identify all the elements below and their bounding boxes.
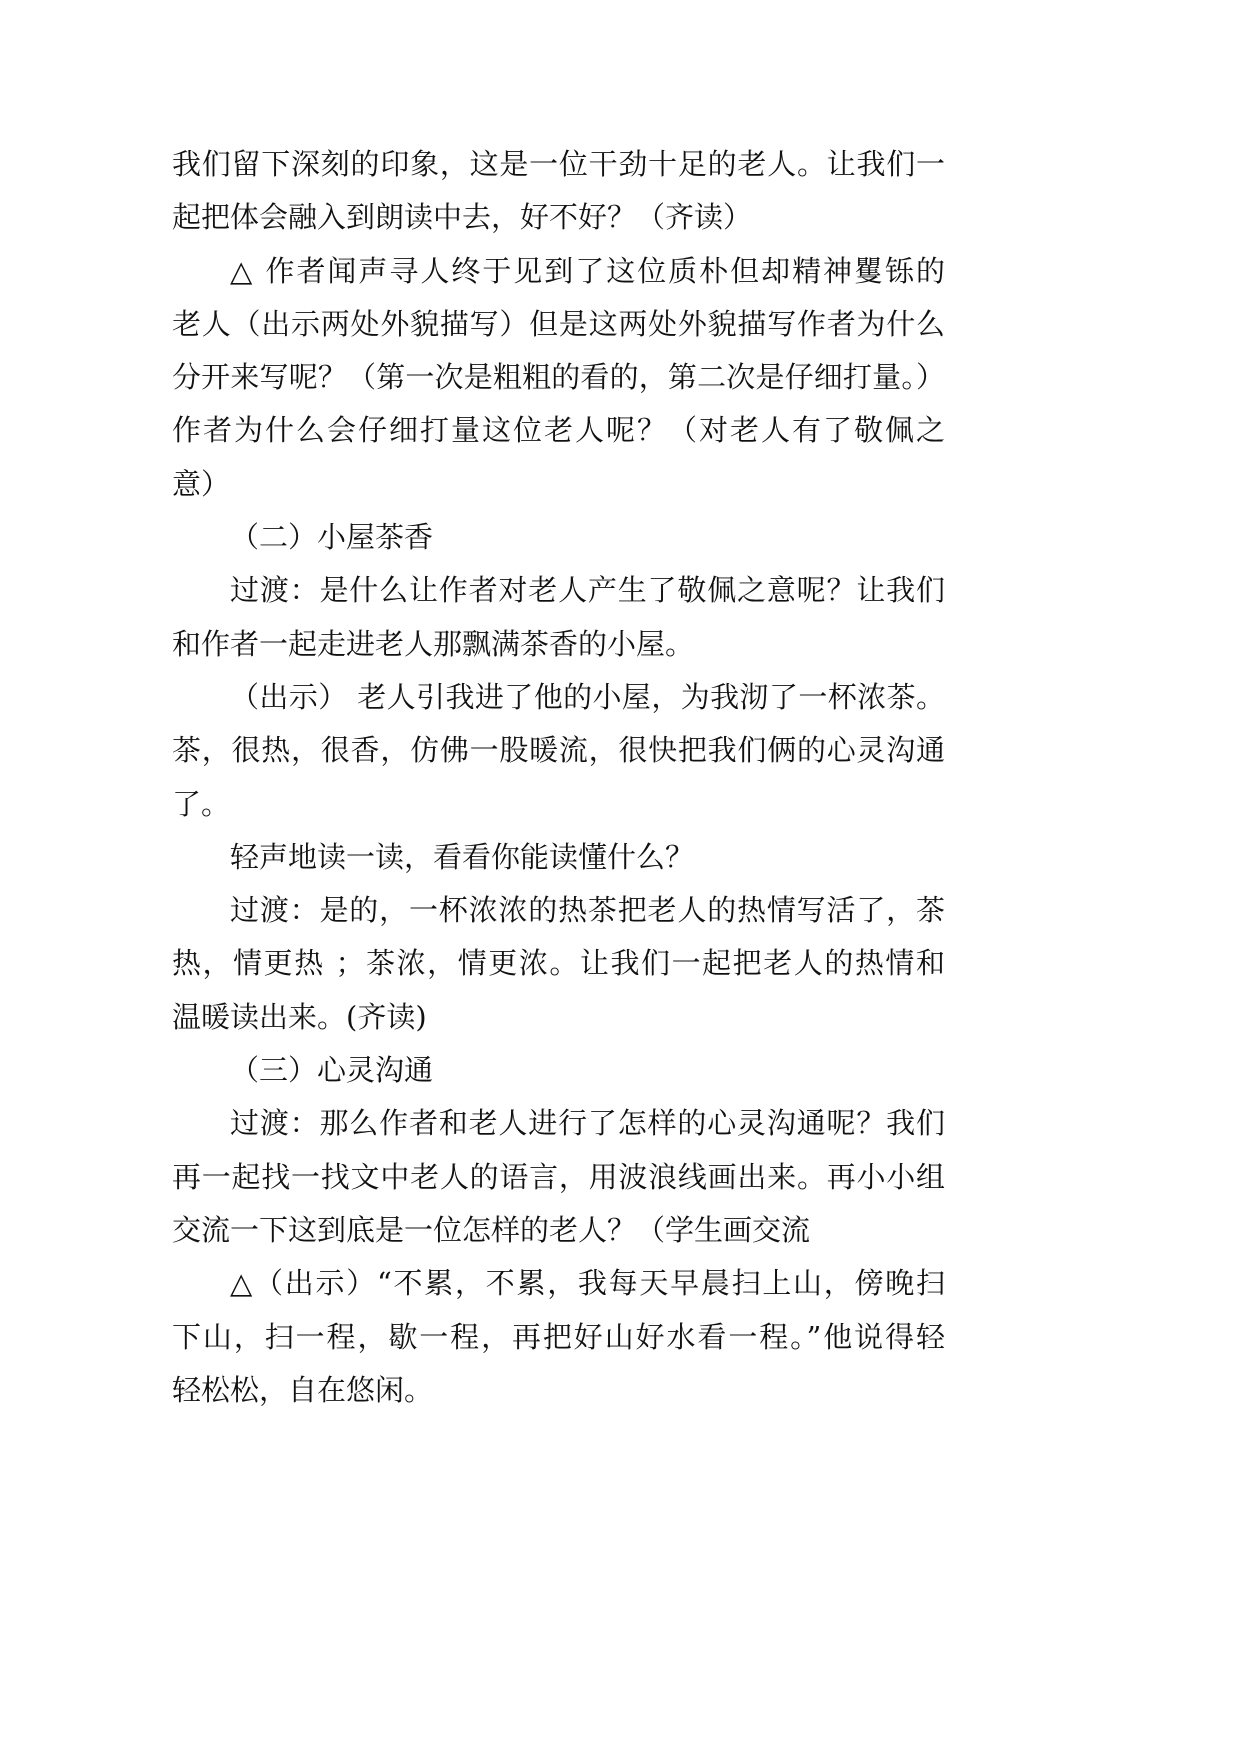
text-line: 意） bbox=[172, 466, 231, 501]
paragraph bbox=[172, 884, 945, 1044]
text-line: △（出示）“不累，不累，我每天早晨扫上山，傍晚扫 bbox=[230, 1266, 947, 1301]
text-line: 起把体会融入到朗读中去，好不好？（齐读） bbox=[172, 200, 753, 235]
text-line: 过渡：是的，一杯浓浓的热茶把老人的热情写活了，茶 bbox=[230, 893, 946, 928]
text-line: 轻松松，自在悠闲。 bbox=[172, 1372, 434, 1407]
text-line: 温暖读出来。(齐读) bbox=[172, 999, 427, 1034]
text-line: 轻声地读一读，看看你能读懂什么？ bbox=[230, 839, 695, 874]
text-line: 了。 bbox=[172, 786, 231, 821]
section-heading-block bbox=[172, 511, 945, 564]
text-line: 交流一下这到底是一位怎样的老人？（学生画交流 bbox=[172, 1212, 811, 1247]
paragraph bbox=[172, 831, 945, 884]
text-line: △ 作者闻声寻人终于见到了这位质朴但却精神矍铄的 bbox=[230, 253, 947, 288]
document-body bbox=[172, 138, 945, 1417]
paragraph bbox=[172, 1097, 945, 1257]
paragraph bbox=[172, 245, 945, 511]
paragraph bbox=[172, 138, 945, 245]
section-heading-block bbox=[172, 1044, 945, 1097]
text-line: （出示） 老人引我进了他的小屋，为我沏了一杯浓茶。 bbox=[230, 679, 946, 714]
text-line: 作者为什么会仔细打量这位老人呢？（对老人有了敬佩之 bbox=[172, 413, 947, 448]
section-heading: （三）心灵沟通 bbox=[230, 1053, 434, 1088]
text-line: 下山，扫一程，歇一程，再把好山好水看一程。”他说得轻 bbox=[172, 1319, 947, 1354]
text-line: 分开来写呢？（第一次是粗粗的看的，第二次是仔细打量。） bbox=[172, 360, 946, 395]
text-line: 茶，很热，很香，仿佛一股暖流，很快把我们俩的心灵沟通 bbox=[172, 733, 946, 768]
text-line: 再一起找一找文中老人的语言，用波浪线画出来。再小小组 bbox=[172, 1159, 946, 1194]
text-line: 热，情更热 ；茶浓，情更浓。让我们一起把老人的热情和 bbox=[172, 946, 947, 981]
text-line: 我们留下深刻的印象，这是一位干劲十足的老人。让我们一 bbox=[172, 147, 946, 181]
paragraph bbox=[172, 671, 945, 831]
paragraph bbox=[172, 1257, 945, 1417]
text-line: 过渡：是什么让作者对老人产生了敬佩之意呢？让我们 bbox=[230, 573, 946, 608]
paragraph bbox=[172, 564, 945, 671]
text-line: 老人（出示两处外貌描写）但是这两处外貌描写作者为什么 bbox=[172, 306, 946, 341]
section-heading: （二）小屋茶香 bbox=[230, 520, 434, 555]
text-line: 和作者一起走进老人那飘满茶香的小屋。 bbox=[172, 626, 695, 661]
text-line: 过渡：那么作者和老人进行了怎样的心灵沟通呢？我们 bbox=[230, 1106, 946, 1141]
